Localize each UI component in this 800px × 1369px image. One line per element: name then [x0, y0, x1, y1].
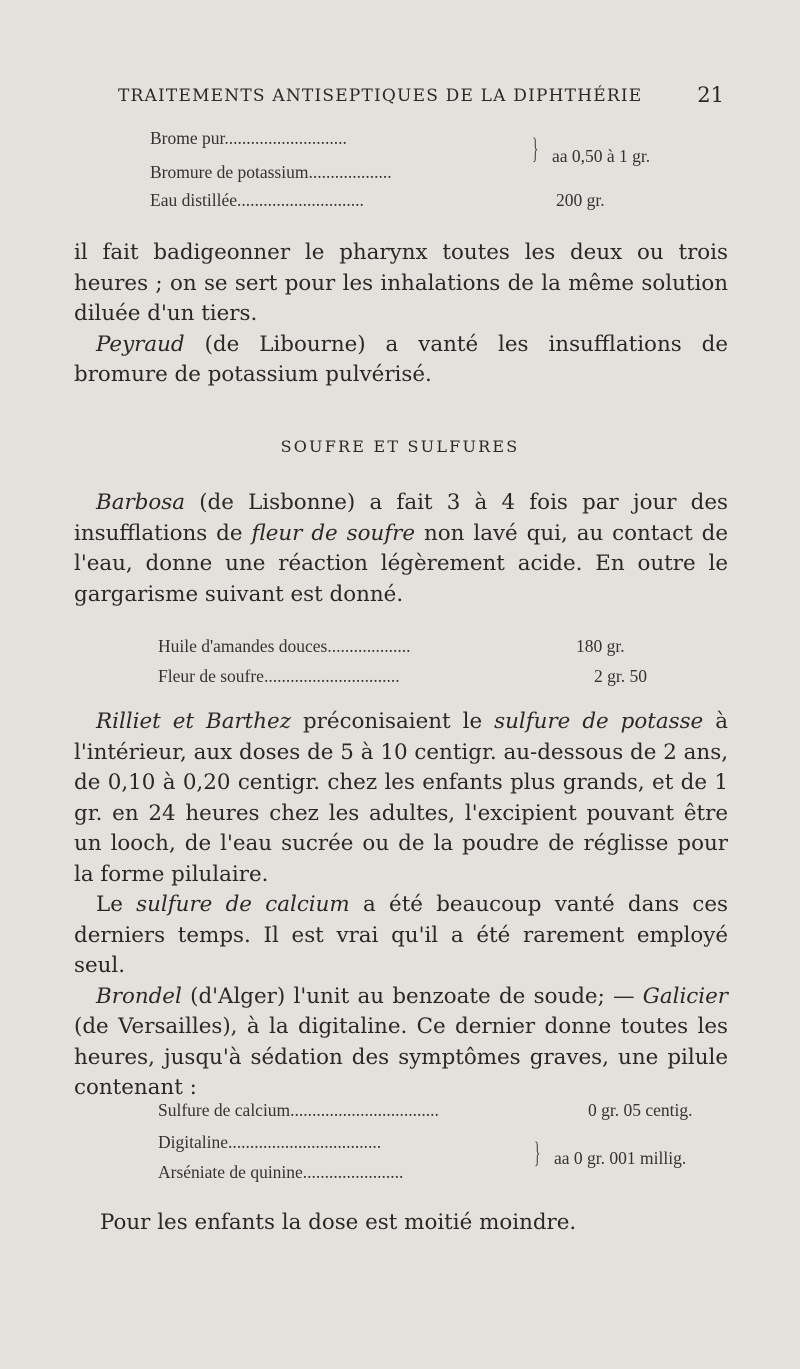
paragraph-1: il fait badigeonner le pharynx toutes les deux ou trois heures ; on se sert pour les inhalations de la même solution diluée d'un tiers. — [74, 240, 728, 326]
brace-icon: } — [531, 132, 539, 165]
paragraph-6 — [74, 982, 728, 1104]
recipe-gargle — [158, 636, 718, 696]
closing-line: Pour les enfants la dose est moitié moindre. — [100, 1210, 577, 1235]
text-block-2 — [74, 488, 728, 610]
recipe-line-fleur: Fleur de soufre............................... — [158, 666, 400, 686]
paragraph-5 — [74, 890, 728, 982]
recipe-huile-amount: 180 gr. — [576, 636, 625, 656]
recipe-line-brome: Brome pur............................ — [150, 128, 347, 148]
running-title: TRAITEMENTS ANTISEPTIQUES DE LA DIPHTHÉRIE — [118, 86, 643, 106]
paragraph-4 — [74, 707, 728, 890]
paragraph-5-text-b: a été beaucoup vanté dans ces derniers temps. Il est vrai qu'il a été rarement employé seul. — [74, 892, 728, 978]
author-name: Barbosa — [96, 490, 185, 515]
paragraph-6-text-a: (d'Alger) l'unit au benzoate de soude; — — [181, 983, 643, 1009]
paragraph-2 — [74, 330, 728, 391]
text-block-4 — [74, 1208, 728, 1239]
paragraph-5-text-a: Le — [96, 892, 137, 917]
paragraph-3-text-b: non lavé qui, au contact de l'eau, donne une réaction légèrement acide. En outre le gargarisme suivant est donné. — [74, 520, 729, 607]
author-name: Galicier — [642, 983, 728, 1009]
paragraph-2-text: (de Libourne) a vanté les insufflations de bromure de potassium pulvérisé. — [74, 331, 728, 387]
running-header — [118, 83, 724, 107]
recipe-sulfure-amount: 0 gr. 05 centig. — [588, 1100, 693, 1120]
recipe-line-bromure: Bromure de potassium................... — [150, 162, 392, 182]
text-block-3 — [74, 707, 728, 1104]
recipe-combined-amount: aa 0,50 à 1 gr. — [552, 146, 651, 166]
text-block-1 — [74, 238, 728, 391]
author-name: Peyraud — [96, 331, 185, 357]
recipe-line-huile: Huile d'amandes douces................... — [158, 636, 411, 656]
author-name: Brondel — [96, 983, 182, 1009]
recipe-line-eau: Eau distillée............................. — [150, 190, 364, 210]
brace-icon: } — [533, 1136, 541, 1169]
section-title: SOUFRE ET SULFURES — [280, 437, 520, 456]
page-number: 21 — [697, 83, 724, 107]
paragraph-4-text-b: à l'intérieur, aux doses de 5 à 10 centigr. au-dessous de 2 ans, de 0,10 à 0,20 centigr. chez les enfants plus grands, et de 1 gr. en 24 heures chez les adultes, l'excipient pouvant être un looch, de l'eau sucrée ou de la poudre de réglisse pour la forme pilulaire. — [74, 709, 728, 887]
paragraph-3-text-a: (de Lisbonne) a fait 3 à 4 fois par jour des insufflations de — [74, 490, 728, 546]
recipe-bromine — [150, 128, 710, 218]
recipe-line-sulfure: Sulfure de calcium.................................. — [158, 1100, 439, 1120]
paragraph-3 — [74, 488, 728, 610]
recipe-fleur-amount: 2 gr. 50 — [594, 666, 647, 686]
recipe-line-digitaline: Digitaline................................... — [158, 1132, 382, 1152]
term: fleur de soufre — [251, 520, 416, 546]
paragraph-4-text-a: préconisaient le — [290, 709, 495, 734]
term: sulfure de calcium — [136, 892, 350, 917]
recipe-eau-amount: 200 gr. — [556, 190, 605, 210]
recipe-pill — [158, 1100, 738, 1190]
recipe-line-arseniate: Arséniate de quinine....................... — [158, 1162, 404, 1182]
term: sulfure de potasse — [494, 709, 704, 734]
author-names: Rilliet et Barthez — [96, 709, 291, 734]
recipe-combined-amount: aa 0 gr. 001 millig. — [554, 1148, 687, 1168]
paragraph-6-text-b: (de Versailles), à la digitaline. Ce dernier donne toutes les heures, jusqu'à sédation des symptômes graves, une pilule contenant : — [74, 1014, 728, 1100]
